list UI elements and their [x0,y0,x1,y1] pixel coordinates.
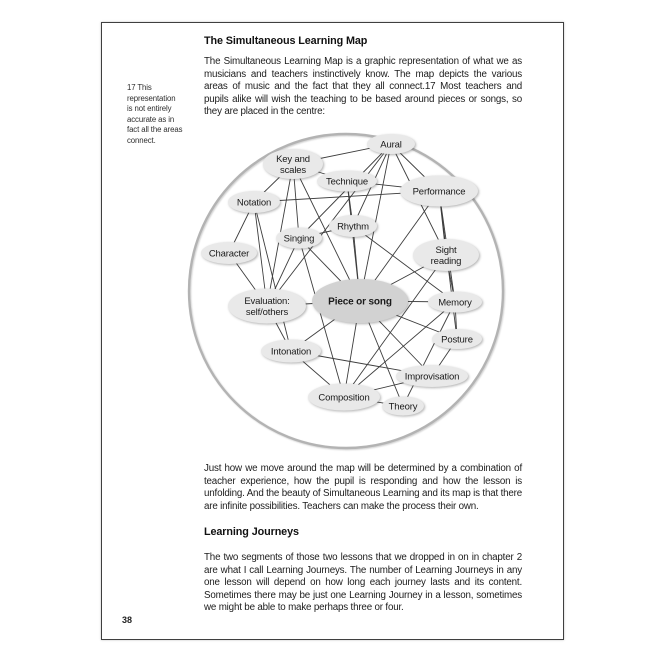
node-label-composition: Composition [318,392,370,404]
node-label-improvisation: Improvisation [404,371,460,383]
node-label-sight_reading: reading [430,255,462,267]
node-piece [312,279,408,323]
node-label-memory: Memory [438,297,472,309]
node-label-character: Character [208,248,250,260]
node-theory [382,397,424,416]
node-singing [276,228,322,249]
node-technique [317,171,377,192]
node-label-notation: Notation [236,197,272,209]
node-label-key_scales: scales [279,164,307,176]
node-rhythm [329,215,377,237]
node-label-evaluation: self/others [245,306,289,318]
node-label-intonation: Intonation [270,346,312,358]
node-key_scales [263,149,323,179]
node-label-sight_reading: Sight [435,244,457,256]
page-number: 38 [122,615,133,625]
footnote-line: 17 This [127,83,152,92]
node-label-evaluation: Evaluation: [244,295,290,307]
node-character [201,242,257,264]
footnote-line: is not entirely [127,104,172,114]
node-evaluation [228,289,306,324]
node-posture [432,329,482,349]
node-label-theory: Theory [388,401,418,413]
section-heading-learning-journeys: Learning Journeys [204,526,299,538]
node-aural [367,134,415,154]
footnote-line: fact all the areas [127,125,183,135]
node-label-piece: Piece or song [328,296,392,308]
intro-paragraph: The Simultaneous Learning Map is a graphic representation of what we as musicians and teachers instinctively know. The map depicts the various areas of music and the fact that they all connect.17 Most teachers and pupils alike will wish the teaching to be based around pieces or songs, so they are placed in the centre: [204,56,522,118]
node-composition [308,384,380,411]
node-label-singing: Singing [283,233,315,245]
node-label-rhythm: Rhythm [337,221,369,233]
node-label-aural: Aural [380,139,402,151]
node-label-key_scales: Key and [276,153,310,165]
node-improvisation [396,365,468,387]
map-usage-paragraph: Just how we move around the map will be determined by a combination of teacher experience, how the pupil is responding and how the lesson is unfolding. And the beauty of Simultaneous Learning and its map is that there are infinite possibilities. Teachers can make the process their own. [204,463,523,512]
edge-notation-intonation [254,202,291,351]
footnote-line: connect. [127,135,156,145]
page-title: The Simultaneous Learning Map [204,35,368,47]
node-memory [428,292,482,313]
simultaneous-learning-map-diagram [180,125,520,465]
book-page [101,22,564,640]
footnote-line: representation [127,93,176,103]
footnote-line: accurate as in [127,114,175,124]
node-performance [400,176,478,207]
node-notation [228,191,280,213]
node-label-technique: Technique [326,176,368,188]
node-label-posture: Posture [441,334,473,346]
node-sight_reading [413,239,479,271]
node-intonation [261,340,321,363]
node-label-performance: Performance [412,186,466,198]
learning-journeys-paragraph: The two segments of those two lessons that we dropped in on in chapter 2 are what I call Learning Journeys. The number of Learning Journeys in any one lesson will depend on how long each journey lasts and its content. Sometimes there may be just one Learning Journey in a lesson, sometimes we might be able to make perhaps three or four. [204,552,522,614]
